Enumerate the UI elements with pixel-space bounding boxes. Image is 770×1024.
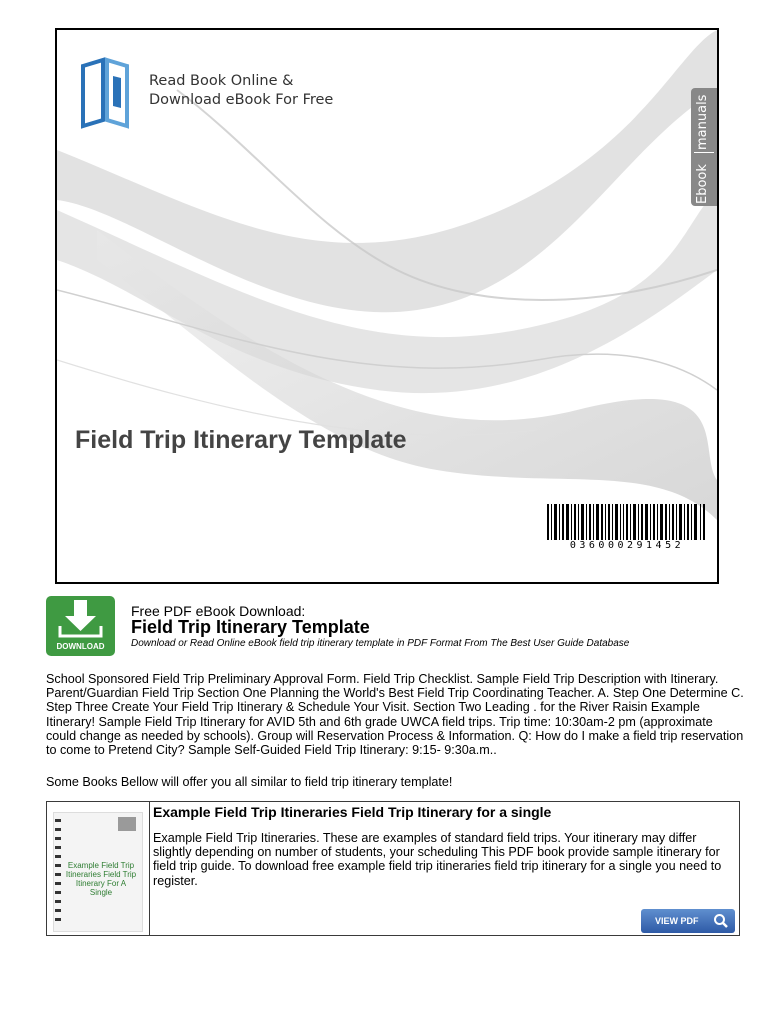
- related-books-intro: Some Books Bellow will offer you all similar to field trip itinerary template!: [46, 775, 453, 789]
- book-thumbnail-frame: [47, 802, 150, 935]
- page-title: Field Trip Itinerary Template: [131, 617, 370, 637]
- download-arrow-icon: [46, 596, 115, 640]
- logo-text: [149, 72, 333, 110]
- free-pdf-label: Free PDF eBook Download:: [131, 603, 306, 619]
- logo-line-1: Read Book Online &: [149, 73, 294, 89]
- card-title: Example Field Trip Itineraries Field Trip Itinerary for a single: [153, 804, 552, 820]
- related-book-card: [46, 801, 740, 936]
- barcode: [547, 504, 707, 554]
- barcode-digits: 036000291452: [547, 540, 707, 551]
- ebook-manuals-tab: [691, 88, 717, 206]
- abstract-waves-background: [57, 30, 717, 582]
- book-logo-icon: [77, 50, 147, 130]
- thumbnail-image: [118, 817, 136, 831]
- thumbnail-title: Example Field Trip Itineraries Field Trip Itinerary For A Single: [65, 861, 137, 897]
- barcode-bars: [547, 504, 707, 544]
- page-description: Download or Read Online eBook field trip itinerary template in PDF Format From The Best User Guide Database: [131, 638, 630, 649]
- logo-line-2: Download eBook For Free: [149, 92, 334, 108]
- view-pdf-label: VIEW PDF: [655, 916, 699, 926]
- download-badge[interactable]: [46, 596, 115, 656]
- view-pdf-button[interactable]: [641, 909, 735, 933]
- magnifier-icon: [713, 913, 729, 929]
- book-thumbnail[interactable]: [53, 812, 143, 932]
- side-tab-divider: [694, 152, 714, 153]
- download-label: DOWNLOAD: [56, 642, 105, 651]
- body-paragraph: School Sponsored Field Trip Preliminary Approval Form. Field Trip Checklist. Sample Field Trip Description with Itinerary. Parent/Guardian Field Trip Section One Planning the World's Best Field Trip Coordinating Teacher. A. Step One Determine C. Step Three Create Your Field Trip Itinerary & Schedule Your Visit. Section Two Leading . for the River Raisin Example Itinerary! Sample Field Trip Itinerary for AVID 5th and 6th grade UWCA field trips. Trip time: 10:30am-2 pm (approximate could change as needed by schools). Group will Reservation Process & Information. Q: How do I make a field trip reservation to come to Pretend City? Sample Self-Guided Field Trip Itinerary: 9:15- 9:30a.m..: [46, 672, 744, 758]
- side-tab-manuals: manuals: [695, 94, 710, 150]
- cover-title: Field Trip Itinerary Template: [75, 426, 407, 454]
- cover-image: [55, 28, 719, 584]
- spiral-binding: [55, 819, 61, 923]
- side-tab-ebook: Ebook: [695, 164, 710, 204]
- card-description: Example Field Trip Itineraries. These are examples of standard field trips. Your itinerary may differ slightly depending on number of students, your scheduling This PDF book provide sample itinerary for field trip guide. To download free example field trip itineraries field trip itinerary for a single you need to register.: [153, 831, 722, 888]
